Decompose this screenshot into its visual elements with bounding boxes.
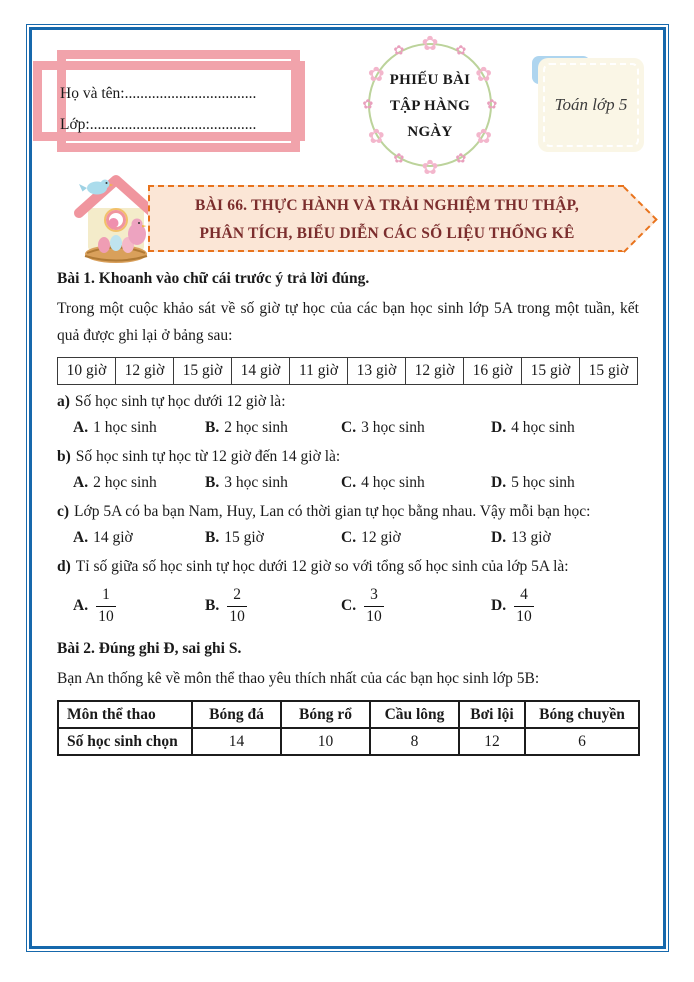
hours-cell: 16 giờ — [464, 358, 522, 385]
fraction-denominator: 10 — [366, 607, 382, 625]
choice: C. 3 học sinh — [341, 419, 425, 436]
fraction-denominator: 10 — [229, 607, 245, 625]
sports-values-row — [58, 728, 639, 755]
flower-icon: ✿ — [362, 97, 374, 113]
question-text: c) Lớp 5A có ba bạn Nam, Huy, Lan có thời gian tự học bằng nhau. Vậy mỗi bạn học: — [57, 503, 591, 520]
hours-cell: 15 giờ — [522, 358, 580, 385]
choice: D. 13 giờ — [491, 529, 551, 546]
student-info-text — [60, 78, 256, 140]
hours-cell: 12 giờ — [116, 358, 174, 385]
flower-icon: ✿ — [393, 151, 405, 167]
choice: B. 3 học sinh — [205, 474, 288, 491]
sheet-title-line: PHIẾU BÀI — [389, 72, 471, 88]
sports-column-header: Bóng chuyền — [525, 701, 639, 728]
choices-row — [57, 419, 639, 437]
choice: B. 2 học sinh — [205, 419, 288, 436]
fraction-numerator: 3 — [364, 586, 384, 607]
sheet-title-line: NGÀY — [407, 124, 453, 140]
question-text: b) Số học sinh tự học từ 12 giờ đến 14 giờ là: — [57, 448, 341, 465]
name-field: Họ và tên:.................................. — [60, 85, 257, 102]
sports-header-row — [58, 701, 639, 728]
exercise1-title: Bài 1. Khoanh vào chữ cái trước ý trả lời đúng. — [57, 270, 370, 287]
choice: C. 4 học sinh — [341, 474, 425, 491]
hours-table — [57, 357, 638, 385]
flower-icon: ✿ — [421, 31, 439, 55]
choice: D. 4 học sinh — [491, 419, 575, 436]
choice: A. 2 học sinh — [73, 474, 157, 491]
sports-column-header: Bóng rổ — [281, 701, 370, 728]
choices-row — [57, 586, 639, 626]
sports-value-cell: 10 — [281, 728, 370, 755]
subject-label: Toán lớp 5 — [554, 95, 628, 114]
sports-value-cell: 6 — [525, 728, 639, 755]
fraction — [227, 586, 247, 626]
subject-note-card — [538, 58, 644, 152]
flower-icon: ✿ — [475, 124, 493, 148]
exercise2-intro: Bạn An thống kê về môn thể thao yêu thích nhất của các bạn học sinh lớp 5B: — [57, 670, 540, 688]
sports-row-label: Số học sinh chọn — [58, 728, 192, 755]
choices-row — [57, 529, 639, 547]
hours-cell: 15 giờ — [174, 358, 232, 385]
fraction-numerator: 2 — [227, 586, 247, 607]
flower-icon: ✿ — [421, 155, 439, 179]
sheet-title-line: TẬP HÀNG — [389, 98, 471, 114]
fraction-numerator: 1 — [96, 586, 116, 607]
flower-icon: ✿ — [475, 62, 493, 86]
choice: A. $\frac{1}{10}$ — [73, 586, 205, 626]
hours-cell: 10 giờ — [58, 358, 116, 385]
content — [57, 270, 639, 756]
hours-cell: 11 giờ — [290, 358, 348, 385]
choice: B. $\frac{2}{10}$ — [205, 586, 341, 626]
fraction-denominator: 10 — [516, 607, 532, 625]
choice: C. 12 giờ — [341, 529, 401, 546]
subject-note-inner — [543, 63, 639, 147]
sports-column-header: Cầu lông — [370, 701, 459, 728]
hours-row — [58, 358, 638, 385]
question-text: a) Số học sinh tự học dưới 12 giờ là: — [57, 393, 286, 410]
fraction-numerator: 4 — [514, 586, 534, 607]
choices-row — [57, 474, 639, 492]
student-info-box — [33, 50, 305, 152]
sheet-title — [355, 30, 505, 145]
flower-icon: ✿ — [393, 43, 405, 59]
choice: D. 5 học sinh — [491, 474, 575, 491]
questions-block — [57, 393, 639, 626]
hours-cell: 15 giờ — [580, 358, 638, 385]
hours-cell: 12 giờ — [406, 358, 464, 385]
flower-icon: ✿ — [455, 43, 467, 59]
choice: A. 1 học sinh — [73, 419, 157, 436]
sports-column-header: Bơi lội — [459, 701, 525, 728]
lesson-banner — [148, 185, 624, 252]
sports-value-cell: 12 — [459, 728, 525, 755]
lesson-title-line1: BÀI 66. THỰC HÀNH VÀ TRẢI NGHIỆM THU THẬP, — [195, 197, 579, 214]
sports-value-cell: 8 — [370, 728, 459, 755]
question-text: d) Tỉ số giữa số học sinh tự học dưới 12 giờ so với tổng số học sinh của lớp 5A là: — [57, 558, 569, 575]
fraction — [514, 586, 534, 626]
exercise2-title: Bài 2. Đúng ghi Đ, sai ghi S. — [57, 640, 242, 658]
choice: B. 15 giờ — [205, 529, 264, 546]
fraction — [364, 586, 384, 626]
choice: A. 14 giờ — [73, 529, 133, 546]
lesson-title-line2: PHÂN TÍCH, BIỂU DIỄN CÁC SỐ LIỆU THỐNG KÊ — [199, 225, 575, 242]
flower-icon: ✿ — [367, 124, 385, 148]
sports-header-label: Môn thể thao — [58, 701, 192, 728]
flower-icon: ✿ — [367, 62, 385, 86]
hours-cell: 13 giờ — [348, 358, 406, 385]
choice: D. $\frac{4}{10}$ — [491, 586, 534, 626]
sports-column-header: Bóng đá — [192, 701, 281, 728]
sports-value-cell: 14 — [192, 728, 281, 755]
flower-icon: ✿ — [486, 97, 498, 113]
hours-cell: 14 giờ — [232, 358, 290, 385]
fraction — [96, 586, 116, 626]
exercise1-intro: Trong một cuộc khảo sát về số giờ tự học của các bạn học sinh lớp 5A trong một tuần, kết quả được ghi lại ở bảng sau: — [57, 300, 639, 344]
choice: C. $\frac{3}{10}$ — [341, 586, 491, 626]
fraction-denominator: 10 — [98, 607, 114, 625]
sports-table — [57, 700, 640, 756]
class-field: Lớp:........................................... — [60, 116, 257, 133]
flower-icon: ✿ — [455, 151, 467, 167]
page-border-frame — [29, 27, 666, 949]
wreath-badge — [355, 30, 505, 180]
